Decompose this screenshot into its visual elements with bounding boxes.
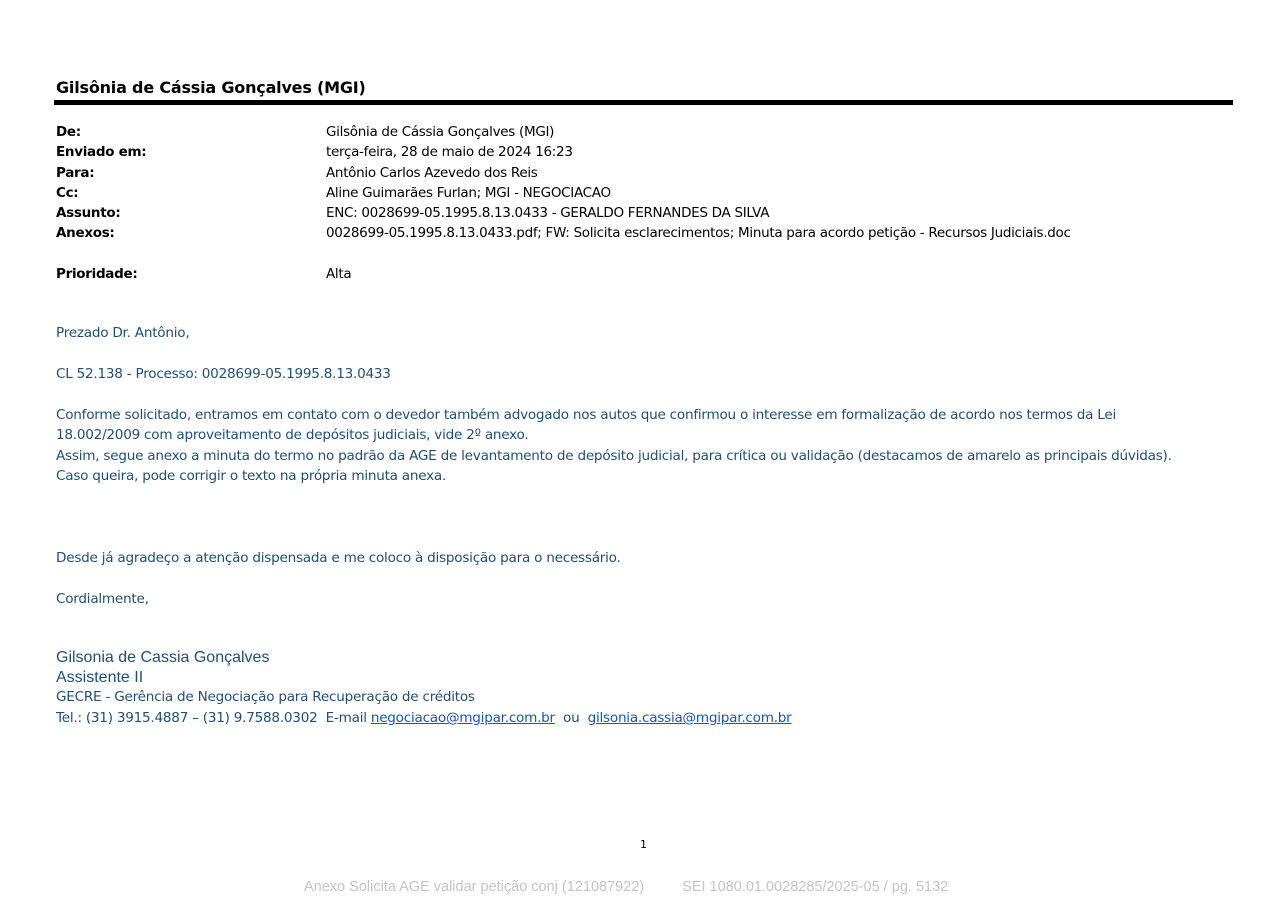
body-line-3: Assim, segue anexo a minuta do termo no padrão da AGE de levantamento de depósito judicial, para crítica ou validação (destacamos de amarelo as principais dúvidas). — [56, 448, 1172, 464]
subject-label: Assunto: — [56, 205, 121, 222]
process-reference: CL 52.138 - Processo: 0028699-05.1995.8.13.0433 — [56, 366, 391, 382]
body-line-4: Caso queira, pode corrigir o texto na própria minuta anexa. — [56, 468, 447, 484]
from-value: Gilsônia de Cássia Gonçalves (MGI) — [326, 124, 555, 140]
to-label: Para: — [56, 164, 95, 181]
email-link-negociacao[interactable]: negociacao@mgipar.com.br — [370, 710, 555, 726]
priority-label: Prioridade: — [56, 265, 138, 282]
signature-role: Assistente II — [56, 669, 144, 686]
body-line-2: 18.002/2009 com aproveitamento de depósitos judiciais, vide 2º anexo. — [56, 427, 529, 443]
page-number: 1 — [640, 838, 647, 851]
cc-label: Cc: — [56, 184, 79, 201]
priority-value: Alta — [326, 265, 352, 282]
footer-document-title: Anexo Solicita AGE validar petição conj (121087922) — [304, 879, 645, 895]
from-label: De: — [56, 124, 81, 140]
signature-department: GECRE - Gerência de Negociação para Recuperação de créditos — [56, 689, 475, 705]
greeting: Prezado Dr. Antônio, — [56, 325, 190, 341]
sent-value: terça-feira, 28 de maio de 2024 16:23 — [326, 144, 573, 161]
email-link-gilsonia[interactable]: gilsonia.cassia@mgipar.com.br — [587, 710, 792, 726]
cc-value: Aline Guimarães Furlan; MGI - NEGOCIACAO — [326, 184, 611, 201]
signature-phone: Tel.: (31) 3915.4887 – (31) 9.7588.0302 E-mail — [56, 710, 371, 726]
body-line-1: Conforme solicitado, entramos em contato com o devedor também advogado nos autos que confirmou o interesse em formalização de acordo nos termos da Lei — [56, 407, 1117, 423]
attachments-label: Anexos: — [56, 225, 115, 242]
attachments-value: 0028699-05.1995.8.13.0433.pdf; FW: Solicita esclarecimentos; Minuta para acordo petição - Recursos Judiciais.doc — [326, 225, 1071, 242]
sei-footer — [304, 879, 948, 895]
signature-contact — [56, 708, 792, 728]
sender-name-heading: Gilsônia de Cássia Gonçalves (MGI) — [56, 78, 366, 97]
subject-value: ENC: 0028699-05.1995.8.13.0433 - GERALDO FERNANDES DA SILVA — [326, 205, 770, 222]
header-divider — [54, 100, 1233, 105]
to-value: Antônio Carlos Azevedo dos Reis — [326, 164, 538, 181]
closing-line: Cordialmente, — [56, 591, 149, 607]
thanks-line: Desde já agradeço a atenção dispensada e me coloco à disposição para o necessário. — [56, 550, 621, 566]
signature-name: Gilsonia de Cassia Gonçalves — [56, 649, 270, 666]
sent-label: Enviado em: — [56, 144, 147, 161]
footer-sei-reference: SEI 1080.01.0028285/2025-05 / pg. 5132 — [682, 879, 949, 895]
signature-or: ou — [554, 710, 588, 726]
